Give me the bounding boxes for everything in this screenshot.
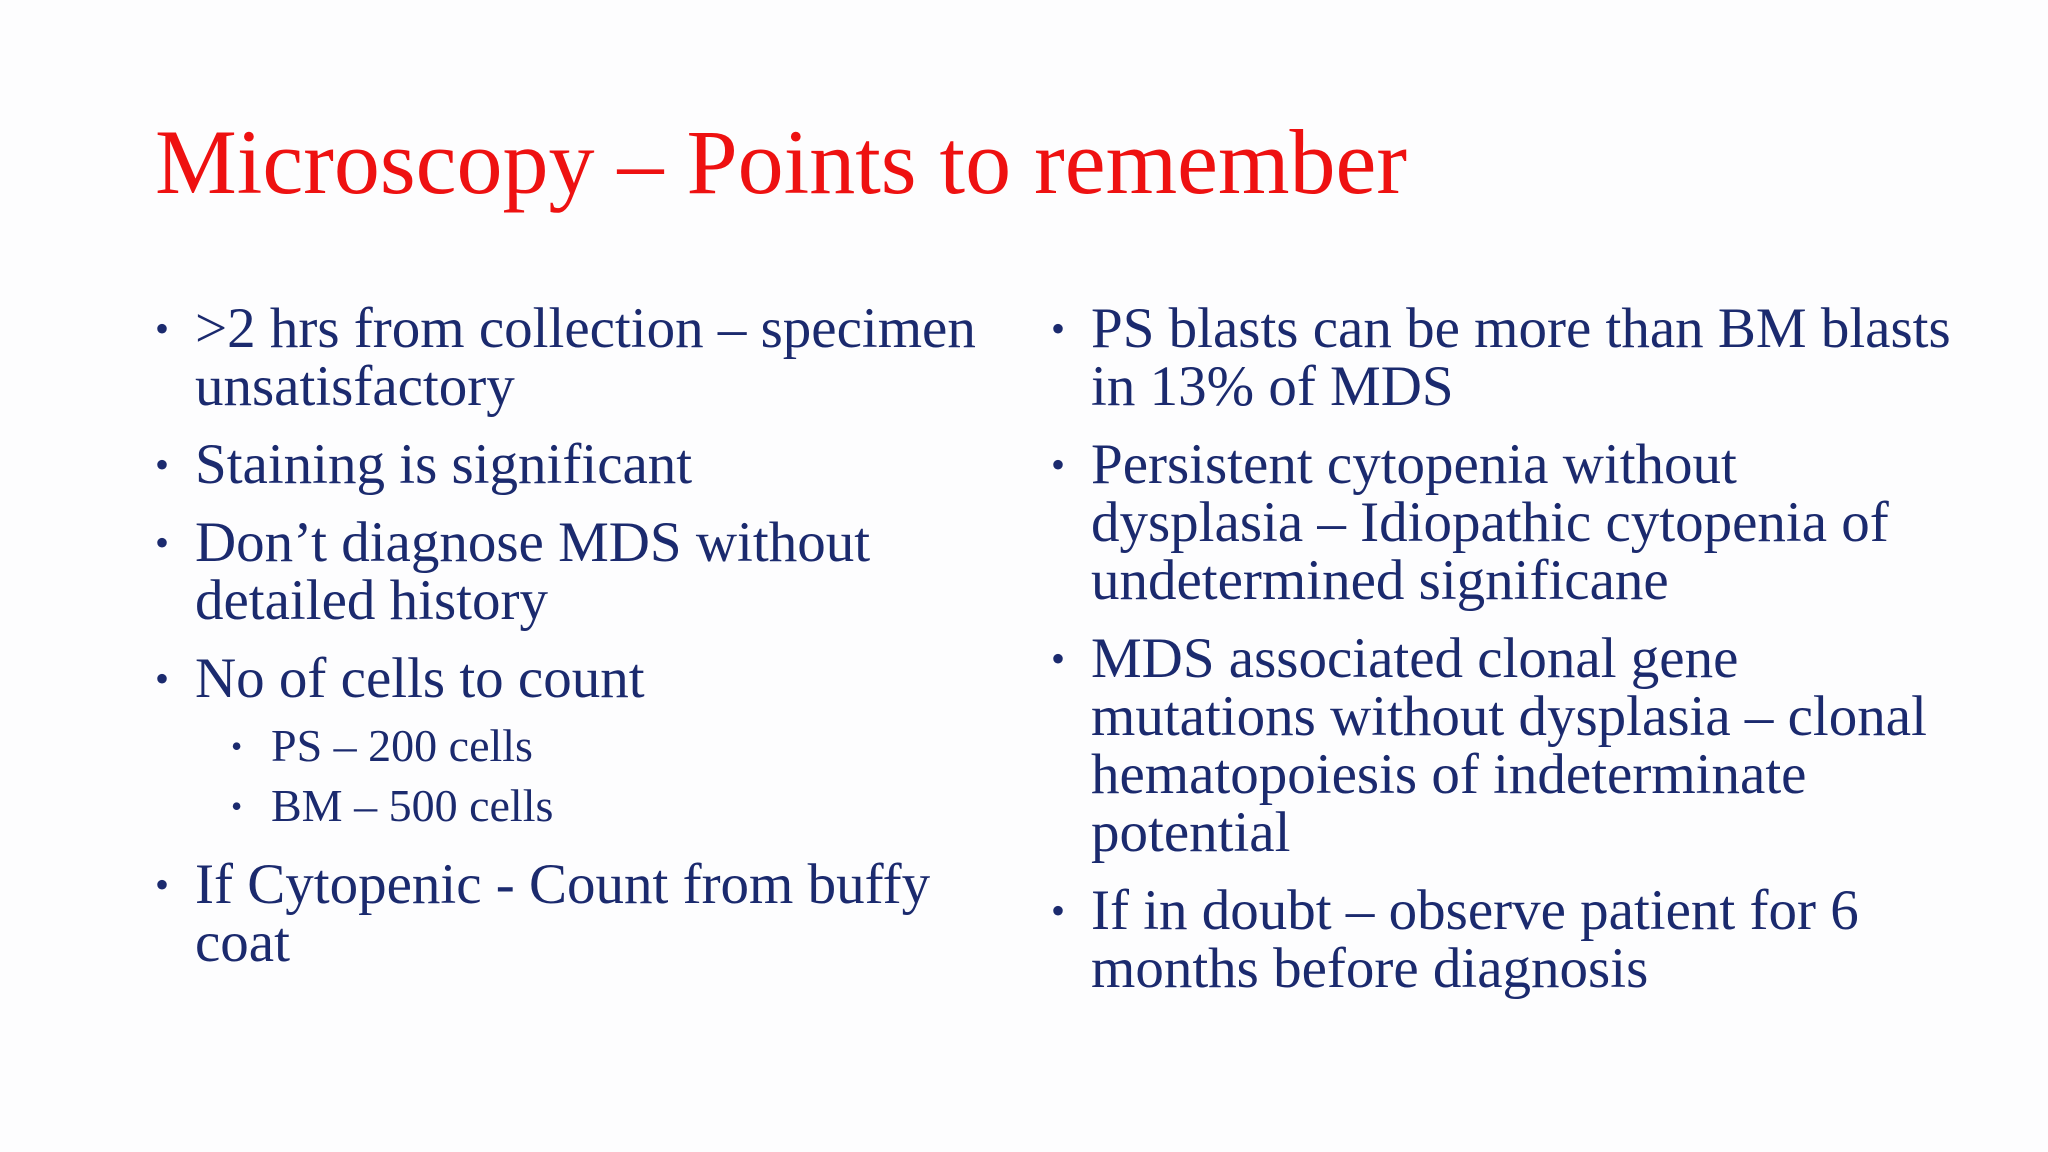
bullet-item: • >2 hrs from collection – specimen unsatisfactory <box>155 300 1005 416</box>
bullet-item: • If in doubt – observe patient for 6 months before diagnosis <box>1051 882 1951 998</box>
sub-bullet-item: • BM – 500 cells <box>231 776 1005 836</box>
bullet-item: • Staining is significant <box>155 436 1005 494</box>
bullet-text: No of cells to count <box>195 647 645 710</box>
bullet-item: • PS blasts can be more than BM blasts in 13% of MDS <box>1051 300 1951 416</box>
left-bullet-list <box>155 297 1005 992</box>
sub-bullet-item: • PS – 200 cells <box>231 716 1005 776</box>
bullet-item: • If Cytopenic - Count from buffy coat <box>155 856 1005 972</box>
bullet-item: • Persistent cytopenia without dysplasia – Idiopathic cytopenia of undetermined significane <box>1051 436 1951 610</box>
bullet-item: • Don’t diagnose MDS without detailed history <box>155 514 1005 630</box>
right-bullet-list <box>1051 297 1951 1018</box>
bullet-item-with-sublist <box>155 647 1005 836</box>
slide-title: Microscopy – Points to remember <box>155 111 1408 213</box>
sub-bullet-list <box>195 716 1005 836</box>
bullet-item: • MDS associated clonal gene mutations without dysplasia – clonal hematopoiesis of indeterminate potential <box>1051 630 1951 862</box>
